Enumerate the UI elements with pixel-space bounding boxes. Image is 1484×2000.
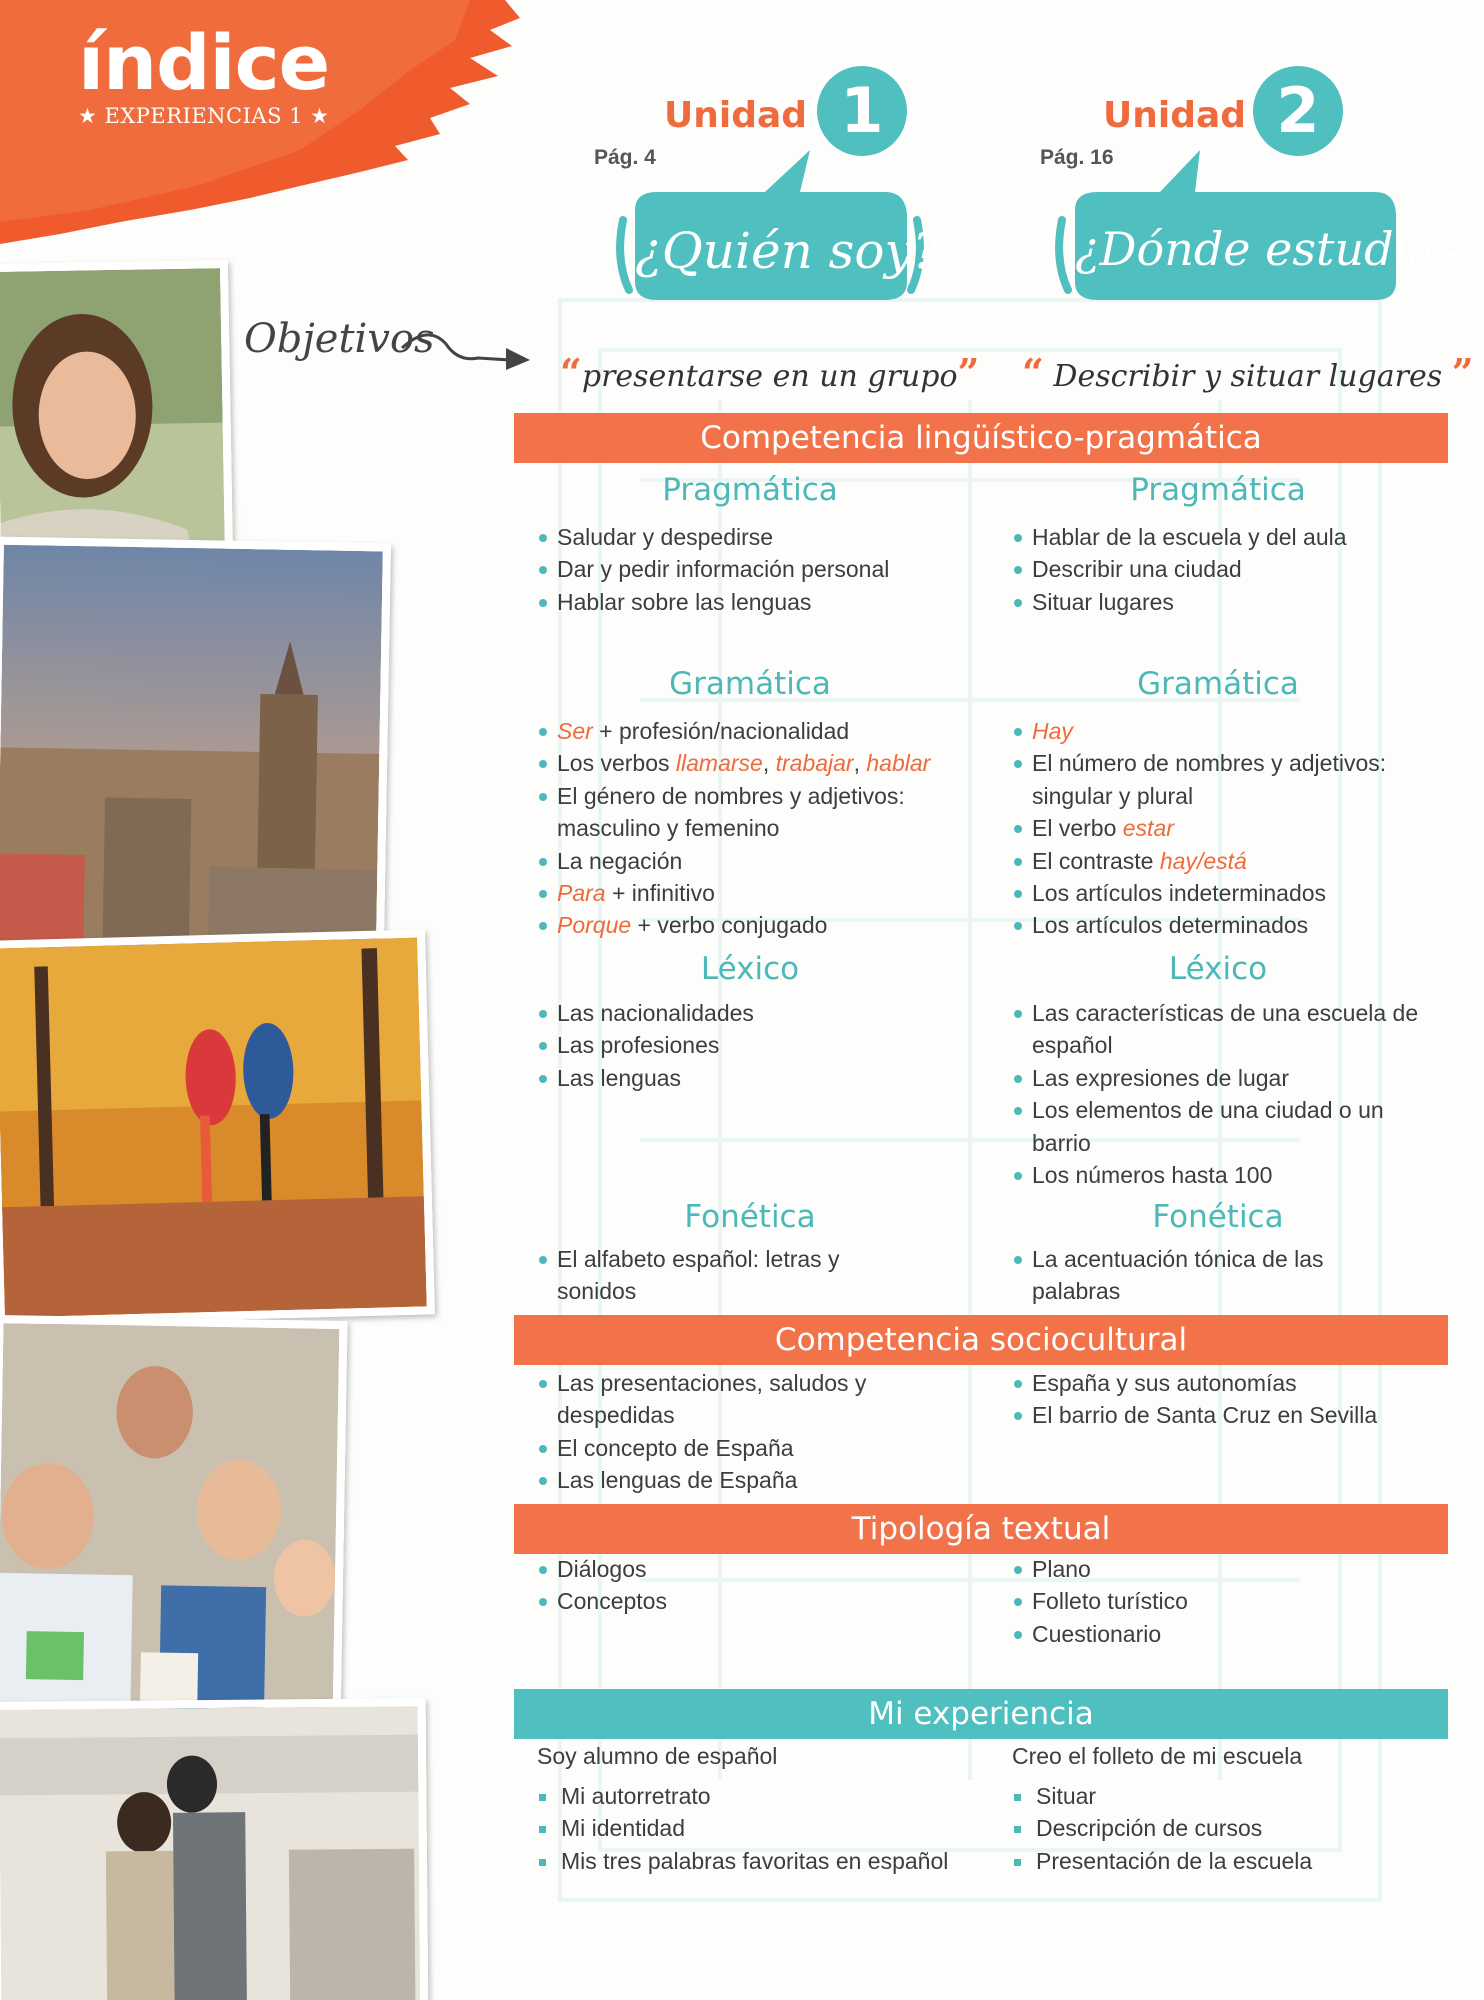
list-item: Las expresiones de lugar — [1012, 1062, 1432, 1094]
list-item: La negación — [537, 845, 967, 877]
list-item: Las lenguas — [537, 1062, 967, 1094]
section-bar-competencia-sociocultural: Competencia sociocultural — [514, 1315, 1448, 1365]
list-item: Las profesiones — [537, 1029, 967, 1061]
index-title: índice — [78, 18, 330, 107]
photo-family-birthday — [0, 1315, 348, 1731]
unit-1-label: Unidad — [664, 95, 808, 136]
section-bar-mi-experiencia: Mi experiencia — [514, 1689, 1448, 1739]
list-item: Dar y pedir información personal — [537, 553, 967, 585]
list-item: Las nacionalidades — [537, 997, 967, 1029]
index-subtitle: ★ EXPERIENCIAS 1 ★ — [78, 104, 330, 128]
list-item: El número de nombres y adjetivos: singular y plural — [1012, 747, 1442, 812]
unit-2-lexico-list — [1012, 997, 1432, 1191]
unit-2-experiencia-intro: Creo el folleto de mi escuela — [1012, 1743, 1303, 1769]
list-item: Diálogos — [537, 1553, 937, 1585]
objectives-arrow-icon — [398, 318, 538, 378]
section-bar-competencia-linguistica: Competencia lingüístico-pragmática — [514, 413, 1448, 463]
unit-1-lexico-list — [537, 997, 967, 1094]
list-item: Presentación de la escuela — [1012, 1845, 1442, 1877]
list-item: Hablar sobre las lenguas — [537, 586, 967, 618]
unit-1-title[interactable]: ¿Quién soy? — [635, 222, 940, 280]
section-bar-tipologia-textual: Tipología textual — [514, 1504, 1448, 1554]
list-item: Los verbos llamarse, trabajar, hablar — [537, 747, 967, 779]
list-item: Descripción de cursos — [1012, 1812, 1442, 1844]
list-item: El contraste hay/está — [1012, 845, 1442, 877]
unit-1-experiencia-intro: Soy alumno de español — [537, 1743, 778, 1769]
list-item: España y sus autonomías — [1012, 1367, 1442, 1399]
unit-2-label: Unidad — [1103, 95, 1247, 136]
unit-2-gramatica-list — [1012, 715, 1442, 942]
unit-1-heading-gramatica: Gramática — [669, 666, 831, 702]
list-item: Hablar de la escuela y del aula — [1012, 521, 1442, 553]
list-item: Folleto turístico — [1012, 1585, 1412, 1617]
unit-1-heading-pragmatica: Pragmática — [662, 472, 838, 508]
list-item: Los elementos de una ciudad o un barrio — [1012, 1094, 1432, 1159]
unit-2-heading-fonetica: Fonética — [1152, 1199, 1284, 1235]
unit-1-gramatica-list — [537, 715, 967, 942]
unit-1-sociocultural-list — [537, 1367, 937, 1497]
list-item: La acentuación tónica de las palabras — [1012, 1243, 1342, 1308]
list-item: Situar — [1012, 1780, 1442, 1812]
photo-couple-mall — [0, 1698, 428, 2000]
list-item: Mis tres palabras favoritas en español — [537, 1845, 997, 1877]
photo-autumn-running — [0, 929, 435, 1325]
list-item: El barrio de Santa Cruz en Sevilla — [1012, 1399, 1442, 1431]
list-item: El género de nombres y adjetivos: masculino y femenino — [537, 780, 967, 845]
unit-2-tipologia-list — [1012, 1553, 1412, 1650]
list-item: Situar lugares — [1012, 586, 1442, 618]
unit-2-heading-gramatica: Gramática — [1137, 666, 1299, 702]
unit-1-experiencia-list — [537, 1780, 997, 1877]
list-item: Plano — [1012, 1553, 1412, 1585]
unit-1-heading-fonetica: Fonética — [684, 1199, 816, 1235]
objectives-label: Objetivos — [244, 316, 435, 362]
open-quote-icon: “ — [1022, 350, 1044, 395]
close-quote-icon: ” — [957, 350, 980, 395]
unit-2-page[interactable]: Pág. 16 — [1040, 146, 1114, 169]
list-item: Mi identidad — [537, 1812, 997, 1844]
open-quote-icon: “ — [560, 350, 582, 395]
list-item: Porque + verbo conjugado — [537, 909, 967, 941]
list-item: Saludar y despedirse — [537, 521, 967, 553]
close-quote-icon: ” — [1451, 350, 1474, 395]
unit-1-pragmatica-list — [537, 521, 967, 618]
list-item: Las lenguas de España — [537, 1464, 937, 1496]
unit-1-fonetica-list — [537, 1243, 867, 1308]
list-item: Las características de una escuela de español — [1012, 997, 1432, 1062]
unit-1-objective: “presentarse en un grupo” — [560, 350, 980, 395]
list-item: El alfabeto español: letras y sonidos — [537, 1243, 867, 1308]
unit-2-sociocultural-list — [1012, 1367, 1442, 1432]
list-item: El verbo estar — [1012, 812, 1442, 844]
list-item: Conceptos — [537, 1585, 937, 1617]
unit-2-objective: “ Describir y situar lugares ” — [1022, 350, 1474, 395]
unit-2-heading-pragmatica: Pragmática — [1130, 472, 1306, 508]
unit-1-page[interactable]: Pág. 4 — [594, 146, 656, 169]
list-item: Cuestionario — [1012, 1618, 1412, 1650]
list-item: El concepto de España — [537, 1432, 937, 1464]
list-item: Las presentaciones, saludos y despedidas — [537, 1367, 937, 1432]
unit-2-experiencia-list — [1012, 1780, 1442, 1877]
list-item: Mi autorretrato — [537, 1780, 997, 1812]
list-item: Para + infinitivo — [537, 877, 967, 909]
unit-2-title[interactable]: ¿Dónde estudias? — [1075, 222, 1484, 276]
unit-2-fonetica-list — [1012, 1243, 1342, 1308]
unit-2-number-badge: 2 — [1253, 66, 1343, 156]
unit-1-tipologia-list — [537, 1553, 937, 1618]
unit-2-pragmatica-list — [1012, 521, 1442, 618]
unit-1-number-badge: 1 — [817, 66, 907, 156]
list-item: Los números hasta 100 — [1012, 1159, 1432, 1191]
unit-1-heading-lexico: Léxico — [700, 951, 800, 987]
list-item: Los artículos indeterminados — [1012, 877, 1442, 909]
list-item: Describir una ciudad — [1012, 553, 1442, 585]
list-item: Los artículos determinados — [1012, 909, 1442, 941]
list-item: Hay — [1012, 715, 1442, 747]
unit-2-heading-lexico: Léxico — [1168, 951, 1268, 987]
list-item: Ser + profesión/nacionalidad — [537, 715, 967, 747]
